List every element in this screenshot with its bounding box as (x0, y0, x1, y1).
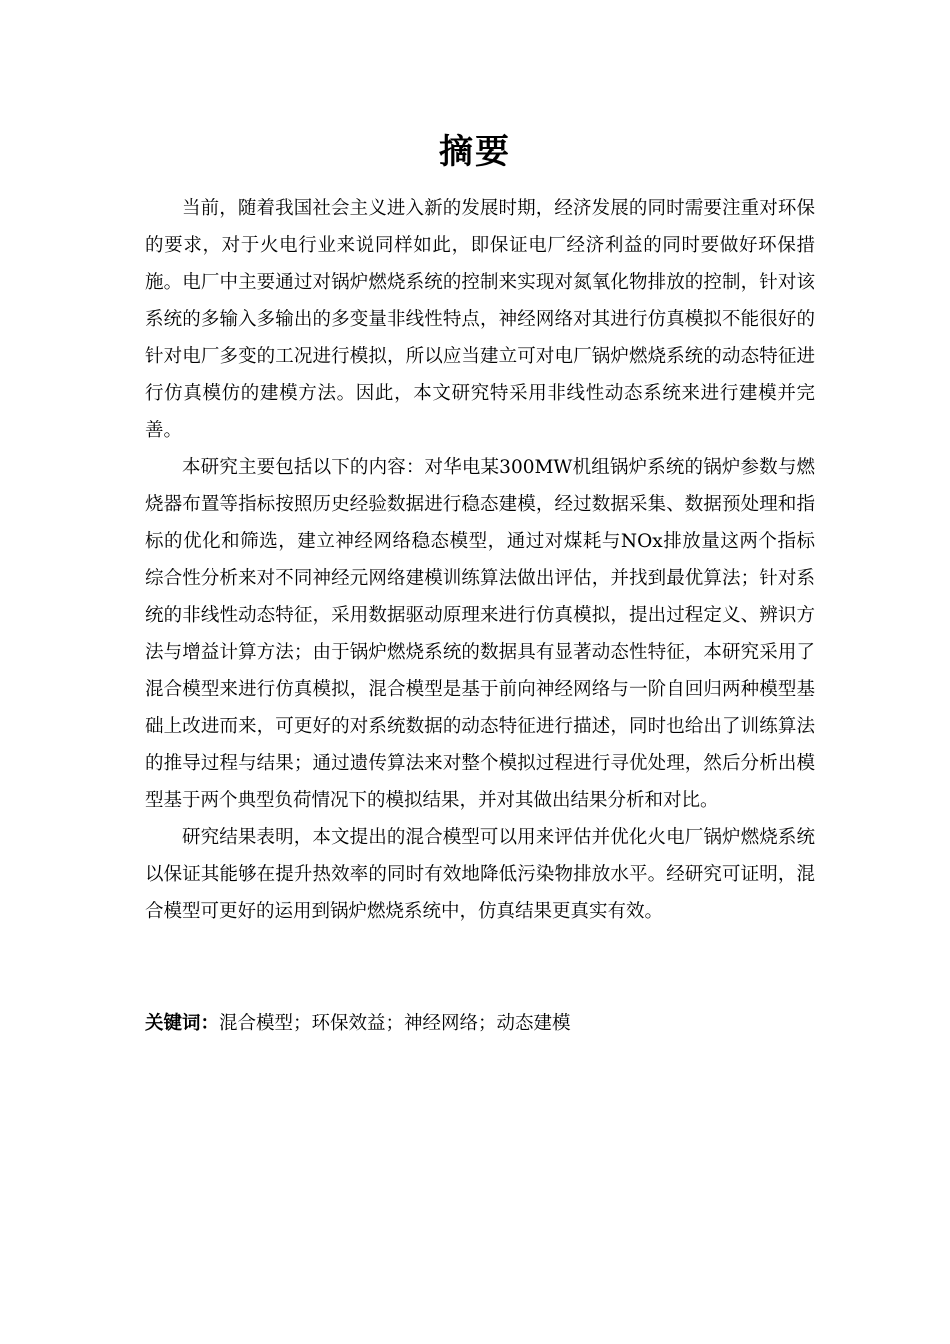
page-title: 摘要 (439, 132, 511, 172)
keywords-line (145, 1005, 815, 1042)
keywords-label: 关键词： (145, 1013, 220, 1034)
abstract-body (145, 190, 815, 930)
abstract-paragraph-2: 本研究主要包括以下的内容：对华电某300MW机组锅炉系统的锅炉参数与燃烧器布置等指标按照历史经验数据进行稳态建模，经过数据采集、数据预处理和指标的优化和筛选，建立神经网络稳态模型，通过对煤耗与NOx排放量这两个指标综合性分析来对不同神经元网络建模训练算法做出评估，并找到最优算法；针对系统的非线性动态特征，采用数据驱动原理来进行仿真模拟，提出过程定义、辨识方法与增益计算方法；由于锅炉燃烧系统的数据具有显著动态性特征，本研究采用了混合模型来进行仿真模拟，混合模型是基于前向神经网络与一阶自回归两种模型基础上改进而来，可更好的对系统数据的动态特征进行描述，同时也给出了训练算法的推导过程与结果；通过遗传算法来对整个模拟过程进行寻优处理，然后分析出模型基于两个典型负荷情况下的模拟结果，并对其做出结果分析和对比。 (145, 457, 815, 811)
abstract-paragraph-3: 研究结果表明，本文提出的混合模型可以用来评估并优化火电厂锅炉燃烧系统以保证其能够在提升热效率的同时有效地降低污染物排放水平。经研究可证明，混合模型可更好的运用到锅炉燃烧系统中，仿真结果更真实有效。 (145, 827, 815, 922)
keywords-list: 混合模型；环保效益；神经网络；动态建模 (219, 1013, 571, 1034)
abstract-paragraph-1: 当前，随着我国社会主义进入新的发展时期，经济发展的同时需要注重对环保的要求，对于火电行业来说同样如此，即保证电厂经济利益的同时要做好环保措施。电厂中主要通过对锅炉燃烧系统的控制来实现对氮氧化物排放的控制，针对该系统的多输入多输出的多变量非线性特点，神经网络对其进行仿真模拟不能很好的针对电厂多变的工况进行模拟，所以应当建立可对电厂锅炉燃烧系统的动态特征进行仿真模仿的建模方法。因此，本文研究特采用非线性动态系统来进行建模并完善。 (145, 198, 815, 441)
